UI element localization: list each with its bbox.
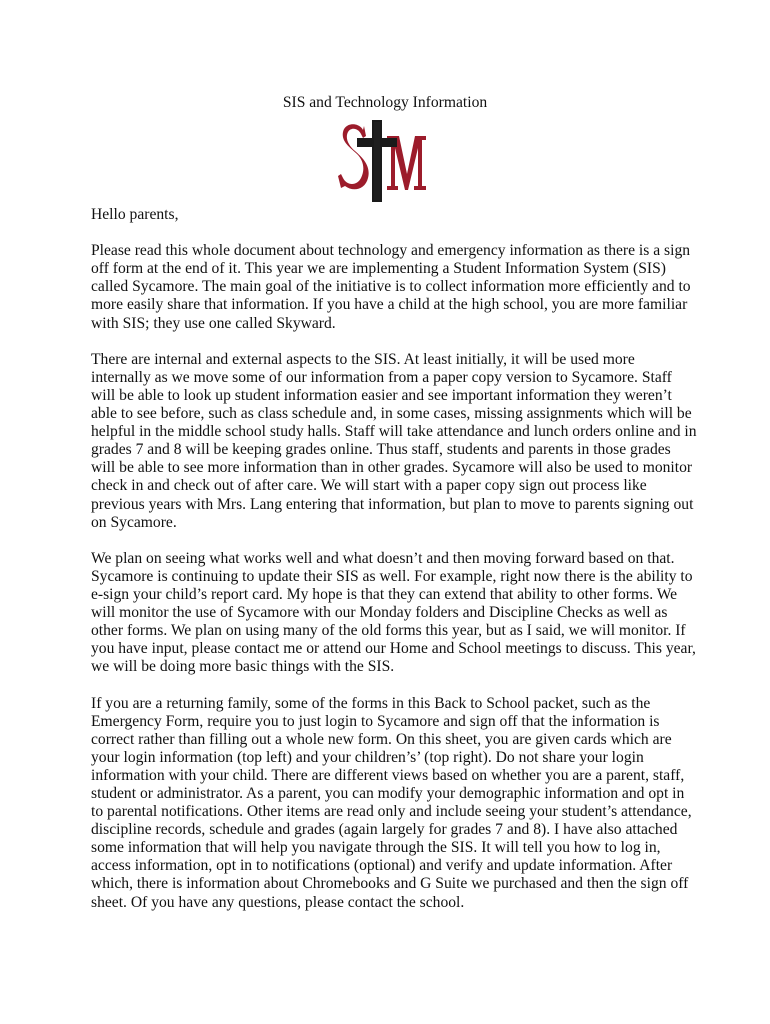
text-line: to parental notifications. Other items are read only and include seeing your student’s attendance, <box>91 803 692 821</box>
text-line: grades 7 and 8 will be keeping grades online. Thus staff, students and parents in those grades <box>91 441 671 459</box>
text-line: called Sycamore. The main goal of the initiative is to collect information more efficiently and to <box>91 278 691 296</box>
text-line: which, there is information about Chromebooks and G Suite we purchased and then the sign off <box>91 875 689 893</box>
text-line: your login information (top left) and your children’s’ (top right). Do not share your login <box>91 748 644 766</box>
text-line: There are internal and external aspects to the SIS. At least initially, it will be used more <box>91 350 635 368</box>
text-line: some information that will help you navigate through the SIS. It will tell you how to log in, <box>91 839 661 857</box>
text-line: sheet. Of you have any questions, please contact the school. <box>91 893 465 911</box>
text-line: more easily share that information. If you have a child at the high school, you are more familiar <box>91 296 688 314</box>
text-line: We plan on seeing what works well and what doesn’t and then moving forward based on that. <box>91 549 675 567</box>
text-line: on Sycamore. <box>91 513 177 531</box>
text-line: check in and check out of after care. We will start with a paper copy sign out process like <box>91 477 647 495</box>
text-line: able to see before, such as class schedule and, in some cases, missing assignments which will be <box>91 405 692 423</box>
greeting: Hello parents, <box>91 206 179 223</box>
text-line: will be able to look up student information easier and see important information they weren’t <box>91 386 672 404</box>
text-line: If you are a returning family, some of the forms in this Back to School packet, such as the <box>91 694 651 712</box>
paragraph-list <box>91 242 697 911</box>
document-title: SIS and Technology Information <box>282 94 488 111</box>
logo-letter-s <box>338 124 369 189</box>
text-line: off form at the end of it. This year we are implementing a Student Information System (SIS) <box>91 260 666 278</box>
text-line: e-sign your child’s report card. My hope is that they can extend that ability to other forms. We <box>91 585 678 603</box>
text-line: Emergency Form, require you to just login to Sycamore and sign off that the information is <box>91 712 660 730</box>
text-line: information with your child. There are different views based on whether you are a parent, staff, <box>91 766 685 784</box>
text-line: Please read this whole document about technology and emergency information as there is a sign <box>91 242 691 260</box>
text-line: helpful in the middle school study halls. Staff will take attendance and lunch orders online and in <box>91 423 697 441</box>
text-line: with SIS; they use one called Skyward. <box>91 314 336 332</box>
paragraph <box>91 350 697 532</box>
paragraph <box>91 695 693 912</box>
text-line: previous years with Mrs. Lang entering that information, but plan to move to parents signing out <box>91 495 694 513</box>
text-line: internally as we move some of our information from a paper copy version to Sycamore. Staff <box>91 368 672 386</box>
text-line: discipline records, schedule and grades (again largely for grades 7 and 8). I have also attached <box>91 821 678 839</box>
text-line: will be able to see more information than in other grades. Sycamore will also be used to monitor <box>91 459 693 477</box>
text-line: Sycamore is continuing to update their SIS as well. For example, right now there is the ability to <box>91 567 693 585</box>
text-line: you have input, please contact me or attend our Home and School meetings to discuss. This year, <box>91 640 696 658</box>
text-line: access information, opt in to notifications (optional) and verify and update information. After <box>91 857 673 875</box>
text-line: correct rather than filling out a whole new form. On this sheet, you are given cards which are <box>91 730 672 748</box>
text-line: we will be doing more basic things with the SIS. <box>91 658 395 676</box>
text-line: student or administrator. As a parent, you can modify your demographic information and opt in <box>91 785 685 802</box>
text-line: will monitor the use of Sycamore with our Monday folders and Discipline Checks as well as <box>91 604 668 622</box>
letter-body <box>91 206 697 930</box>
paragraph <box>91 242 693 332</box>
paragraph <box>91 549 696 677</box>
text-line: other forms. We plan on using many of the old forms this year, but as I said, we will monitor. If <box>91 622 686 640</box>
stm-cross-logo-icon <box>335 118 428 203</box>
